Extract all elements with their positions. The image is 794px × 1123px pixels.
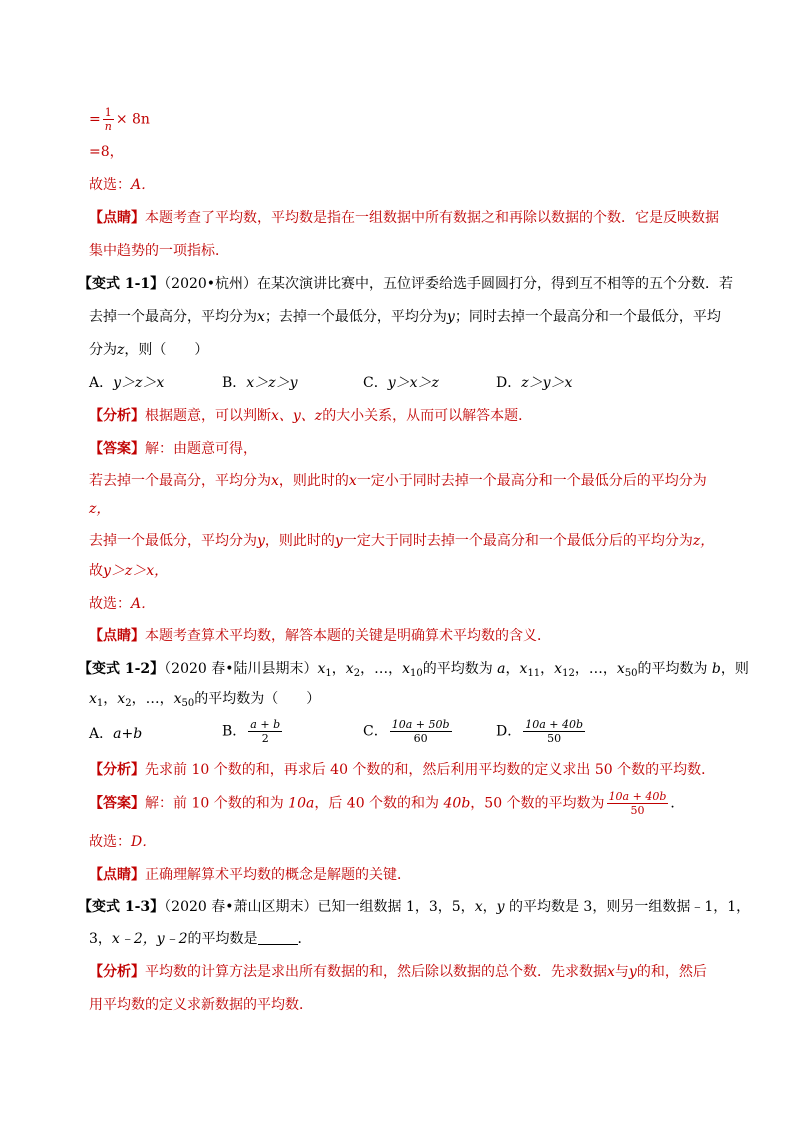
q11-line1: 【变式 1-1】（2020•杭州）在某次演讲比赛中，五位评委给选手圆圆打分，得到互不相等的五个分数．若: [78, 276, 734, 292]
q12-options: [0, 718, 794, 750]
q11-line3: 分为z，则（ ）: [89, 342, 209, 358]
q12-option-a: A．a+b: [89, 726, 143, 742]
q11-option-c: C．y＞x＞z: [363, 375, 439, 391]
note-top: 【点睛】本题考查了平均数，平均数是指在一组数据中所有数据之和再除以数据的个数．它是反映数据: [89, 210, 719, 226]
equation-line-2: =8，: [89, 144, 124, 160]
q13-line2: 3，x﹣2，y﹣2的平均数是 ．: [89, 931, 312, 947]
q11-option-d: D．z＞y＞x: [496, 375, 573, 391]
fraction-1-over-n: $\frac{1}{n}$: [104, 106, 112, 133]
q12-choose: 故选：D．: [89, 834, 157, 850]
q12-line2: $x_1$，$x_2$，…，$x_{50}$的平均数为（ ）: [89, 691, 321, 709]
q12-answer: 【答案】解：前 10 个数的和为 10a，后 40 个数的和为 40b，50 个数的平均数为 $\frac{10a + 40b}{50}$ ．: [89, 790, 685, 817]
q11-option-a: A．y＞z＞x: [89, 375, 165, 391]
note-top-line2: 集中趋势的一项指标．: [89, 243, 229, 259]
answer-blank[interactable]: [258, 930, 298, 945]
q12-note: 【点睛】正确理解算术平均数的概念是解题的关键．: [89, 867, 411, 883]
q12-analysis: 【分析】先求前 10 个数的和，再求后 40 个数的和，然后利用平均数的定义求出 50 个数的平均数．: [89, 762, 716, 778]
q11-analysis: 【分析】根据题意，可以判断x、y、z的大小关系，从而可以解答本题．: [89, 408, 533, 424]
q12-option-d: D． $\frac{10a + 40b}{50}$: [496, 718, 584, 745]
q12-option-c: C． $\frac{10a + 50b}{60}$: [363, 718, 450, 745]
q11-line2: 去掉一个最高分，平均分为x；去掉一个最低分，平均分为y；同时去掉一个最高分和一个最低分，平均: [89, 309, 721, 325]
answer-fraction: $\frac{10a + 40b}{50}$: [608, 790, 667, 817]
q11-solution-1: 若去掉一个最高分，平均分为x，则此时的x一定小于同时去掉一个最高分和一个最低分后的平均分为: [89, 473, 707, 489]
q11-solution-2: 去掉一个最低分，平均分为y，则此时的y一定大于同时去掉一个最高分和一个最低分后的平均分为z，: [89, 533, 715, 549]
q11-solution-1-cont: z，: [89, 501, 111, 517]
q12-line1: 【变式 1-2】（2020 春•陆川县期末）$x_1$，$x_2$，…，$x_{10}$的平均数为 a，$x_{11}$，$x_{12}$，…，$x_{50}$的平均数为 b，则: [78, 661, 749, 679]
choose-line-top: 故选：A．: [89, 177, 156, 193]
q11-option-b: B．x＞z＞y: [222, 375, 298, 391]
q11-note: 【点睛】本题考查算术平均数，解答本题的关键是明确算术平均数的含义．: [89, 628, 551, 644]
q13-line1: 【变式 1-3】（2020 春•萧山区期末）已知一组数据 1，3，5，x，y 的平均数是 3，则另一组数据﹣1，1，: [78, 899, 751, 915]
q13-analysis: 【分析】平均数的计算方法是求出所有数据的和，然后除以数据的总个数．先求数据x与y的和，然后: [89, 964, 707, 980]
q11-solution-3: 故y＞z＞x，: [89, 563, 169, 579]
q13-analysis-line2: 用平均数的定义求新数据的平均数．: [89, 997, 313, 1013]
q11-choose: 故选：A．: [89, 596, 156, 612]
equation-line-1: = $\frac{1}{n}$ × 8n: [89, 106, 150, 133]
q12-option-b: B． $\frac{a + b}{2}$: [222, 718, 281, 745]
q11-answer: 【答案】解：由题意可得，: [89, 441, 257, 457]
